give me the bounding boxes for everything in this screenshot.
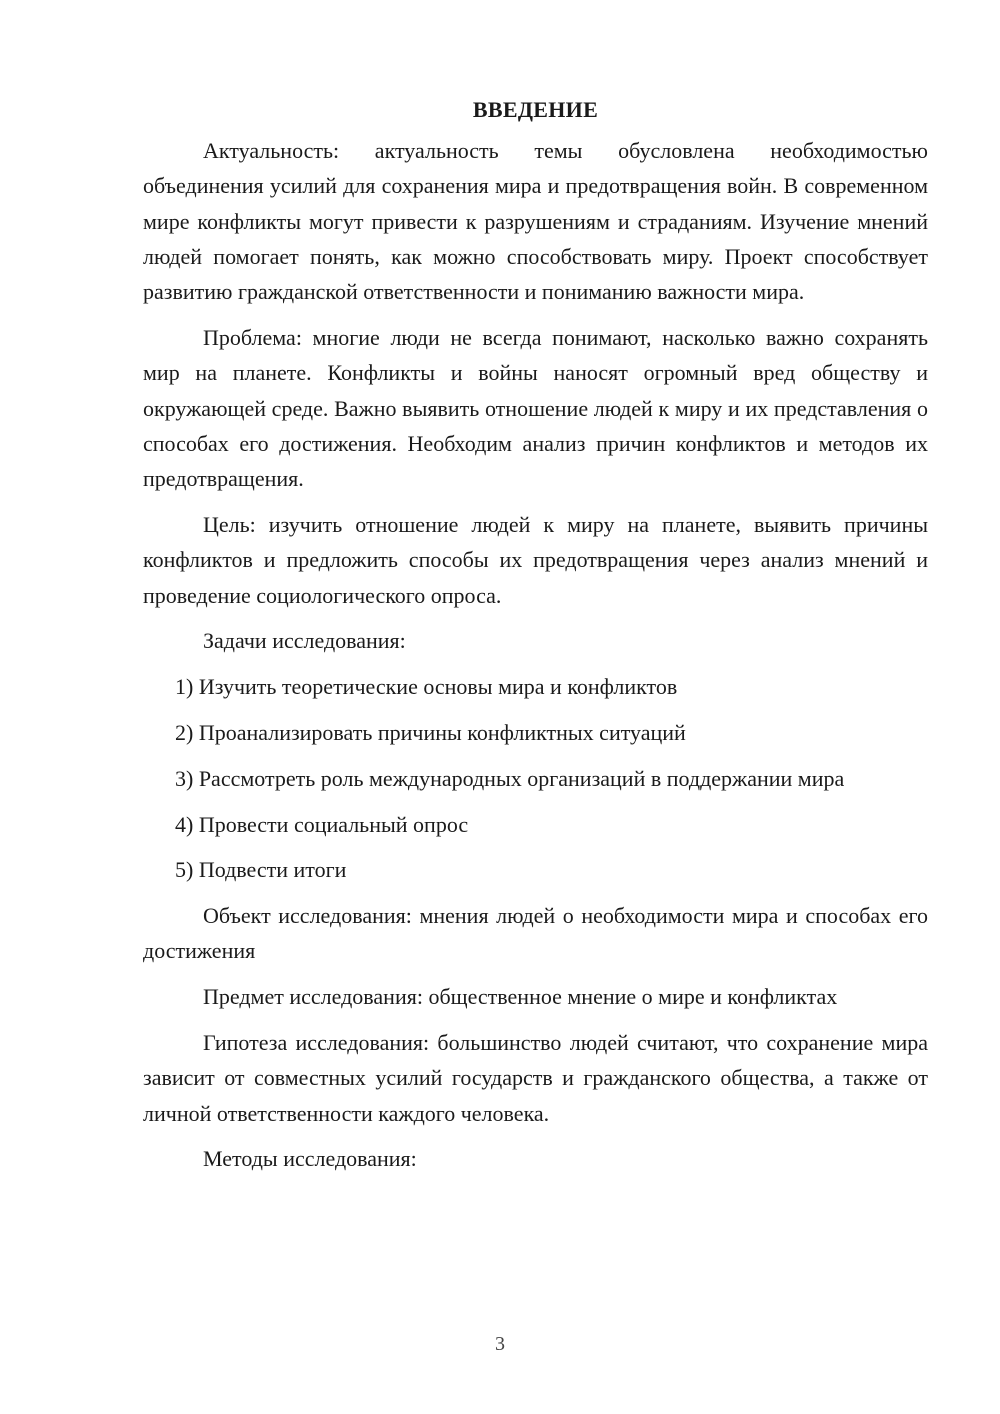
list-item: 5) Подвести итоги (175, 857, 347, 883)
list-item: 4) Провести социальный опрос (175, 811, 469, 837)
list-item: 1) Изучить теоретические основы мира и конфликтов (175, 674, 678, 700)
page-title: ВВЕДЕНИЕ (472, 97, 599, 122)
page-number: 3 (495, 1333, 505, 1355)
list-item: 3) Рассмотреть роль международных организаций в поддержании мира (175, 765, 845, 791)
object-paragraph: Объект исследования: мнения людей о необходимости мира и способах его достижения (143, 903, 928, 964)
relevance-paragraph: Актуальность: актуальность темы обусловлена необходимостью объединения усилий для сохранения мира и предотвращения войн. В современном мире конфликты могут привести к разрушениям и страданиям. Изучение мнений людей помогает понять, как можно способствовать миру. Проект способствует развитию гражданской ответственности и пониманию важности мира. (143, 138, 928, 305)
tasks-heading: Задачи исследования: (203, 628, 406, 654)
goal-paragraph: Цель: изучить отношение людей к миру на планете, выявить причины конфликтов и предложить способы их предотвращения через анализ мнений и проведение социологического опроса. (143, 511, 928, 608)
tasks-list (143, 669, 928, 887)
document-page (143, 92, 928, 1187)
list-item: 2) Проанализировать причины конфликтных ситуаций (175, 719, 686, 745)
problem-paragraph: Проблема: многие люди не всегда понимают, насколько важно сохранять мир на планете. Конфликты и войны наносят огромный вред обществу и окружающей среде. Важно выявить отношение людей к миру и их представления о способах его достижения. Необходим анализ причин конфликтов и методов их предотвращения. (143, 324, 928, 492)
methods-heading: Методы исследования: (203, 1146, 417, 1172)
subject-paragraph: Предмет исследования: общественное мнение о мире и конфликтах (203, 984, 838, 1010)
hypothesis-paragraph: Гипотеза исследования: большинство людей считают, что сохранение мира зависит от совместных усилий государств и гражданского общества, а также от личной ответственности каждого человека. (143, 1030, 928, 1126)
